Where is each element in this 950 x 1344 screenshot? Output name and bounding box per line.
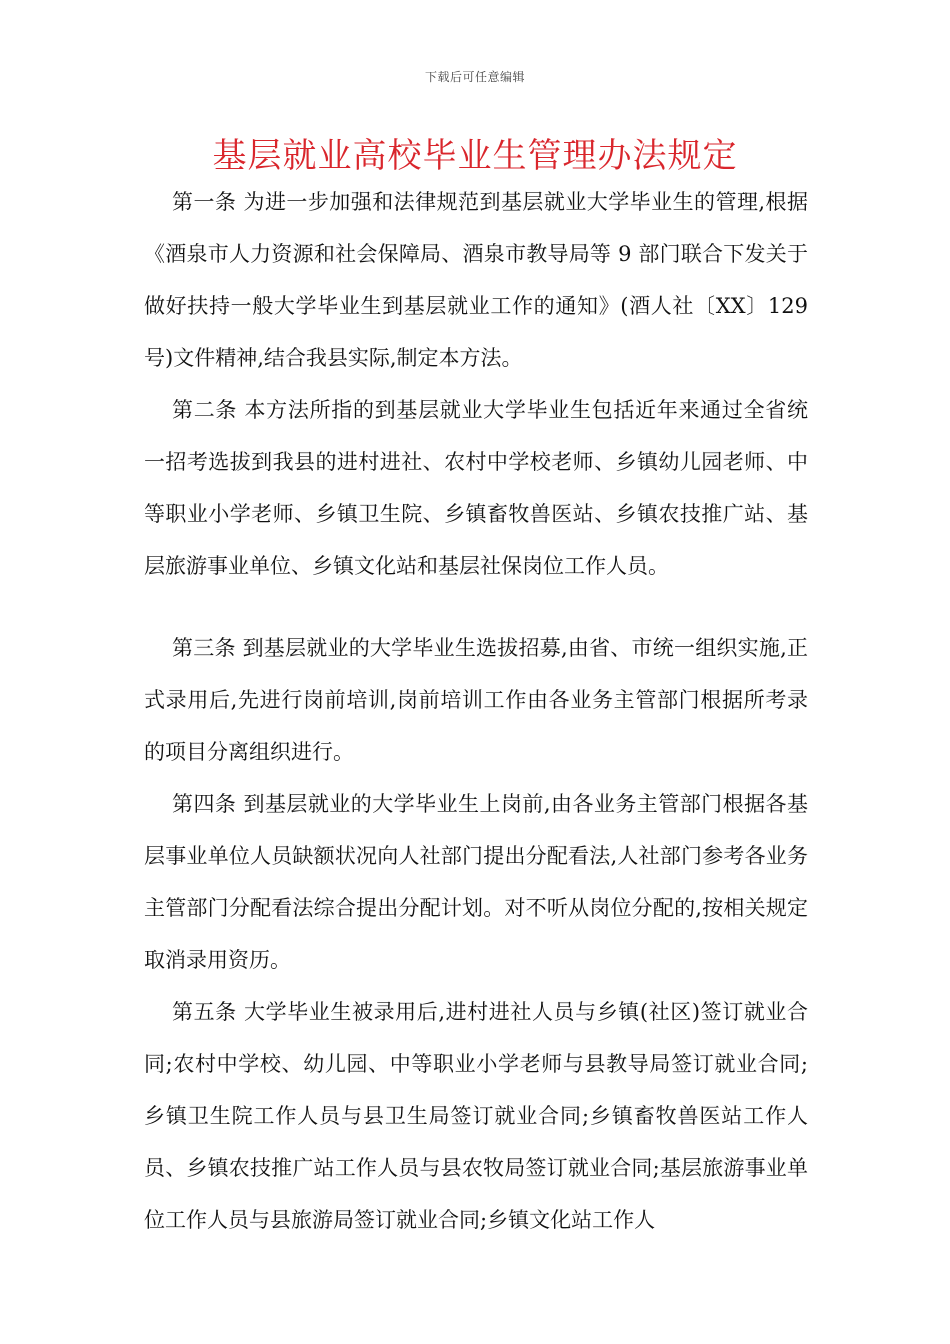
header-note: 下载后可任意编辑 [424,70,525,84]
article-3-paragraph: 第三条 到基层就业的大学毕业生选拔招募,由省、市统一组织实施,正式录用后,先进行岗前培训,岗前培训工作由各业务主管部门根据所考录的项目分离组织进行。 [144,636,808,764]
document-title: 基层就业高校毕业生管理办法规定 [212,136,738,176]
article-1-paragraph: 第一条 为进一步加强和法律规范到基层就业大学毕业生的管理,根据《酒泉市人力资源和社会保障局、酒泉市教导局等 9 部门联合下发关于做好扶持一般大学毕业生到基层就业工作的通知》(酒人社〔XX〕129 号)文件精神,结合我县实际,制定本方法。 [144,190,808,370]
article-2-paragraph: 第二条 本方法所指的到基层就业大学毕业生包括近年来通过全省统一招考选拔到我县的进村进社、农村中学校老师、乡镇幼儿园老师、中等职业小学老师、乡镇卫生院、乡镇畜牧兽医站、乡镇农技推广站、基层旅游事业单位、乡镇文化站和基层社保岗位工作人员。 [144,398,808,578]
document-body-upper [144,176,808,592]
article-4-paragraph: 第四条 到基层就业的大学毕业生上岗前,由各业务主管部门根据各基层事业单位人员缺额状况向人社部门提出分配看法,人社部门参考各业务主管部门分配看法综合提出分配计划。对不听从岗位分配的,按相关规定取消录用资历。 [144,792,808,972]
document-body-lower [144,622,808,1246]
article-5-paragraph: 第五条 大学毕业生被录用后,进村进社人员与乡镇(社区)签订就业合同;农村中学校、幼儿园、中等职业小学老师与县教导局签订就业合同;乡镇卫生院工作人员与县卫生局签订就业合同;乡镇畜牧兽医站工作人员、乡镇农技推广站工作人员与县农牧局签订就业合同;基层旅游事业单位工作人员与县旅游局签订就业合同;乡镇文化站工作人 [144,1000,808,1232]
